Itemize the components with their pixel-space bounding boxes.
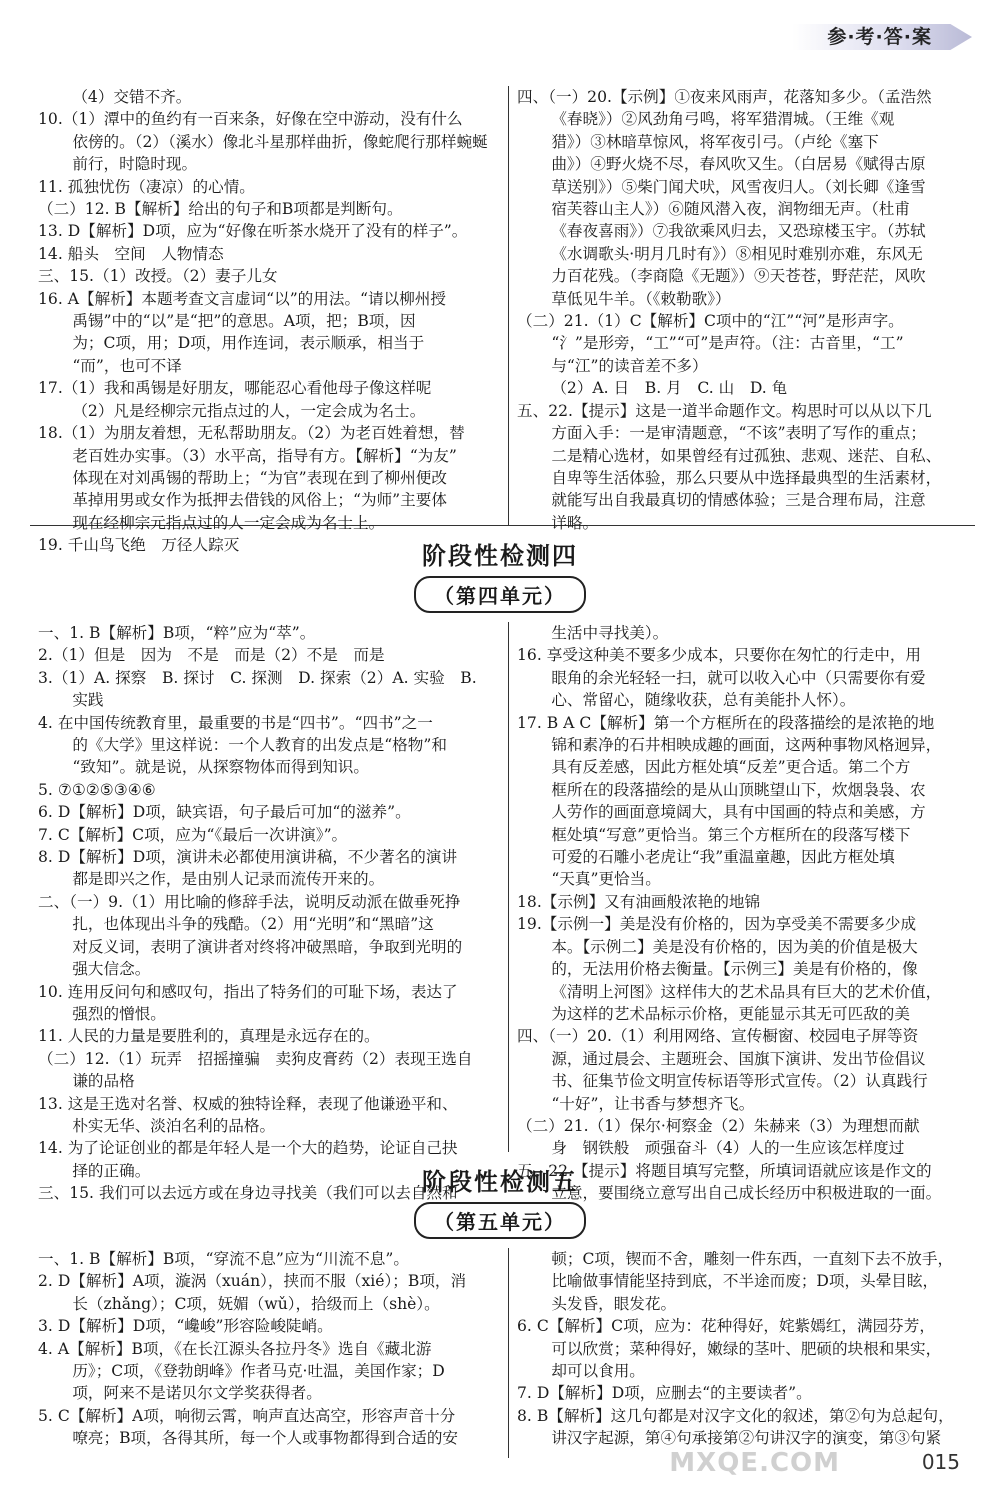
answer-line: 7. D【解析】D项，应删去“的主要读者”。	[517, 1384, 812, 1403]
answer-line: 一、1. B【解析】B项，“穿流不息”应为“川流不息”。	[38, 1250, 409, 1268]
answer-line: 草低见牛羊。（《敕勒歌》）	[551, 289, 731, 308]
answer-line: “十好”，让书香与梦想齐飞。	[551, 1094, 755, 1113]
answer-line: 实践	[72, 691, 104, 710]
answer-line: 17.（1）我和禹锡是好朋友，哪能忍心看他母子像这样呢	[38, 379, 432, 398]
answer-line: 扎，也体现出斗争的残酷。（2）用“光明”和“黑暗”这	[72, 915, 434, 934]
answer-line: 16. 享受这种美不要多少成本，只要你在匆忙的行走中，用	[517, 646, 922, 665]
section5-right-column	[508, 1248, 975, 1458]
answer-line: 17. B A C【解析】第一个方框所在的段落描绘的是浓艳的地	[517, 713, 935, 732]
section4-right-column	[508, 622, 975, 1203]
answer-line: 框所在的段落描绘的是从山顶眺望山下，炊烟袅袅、农	[551, 780, 926, 799]
answer-line: 二、（一）9.（1）用比喻的修辞手法，说明反动派在做垂死挣	[38, 892, 461, 911]
answer-line: （二）12.（1）玩弄 招摇撞骗 卖狗皮膏药（2）表现王选自	[38, 1049, 473, 1068]
answer-line: 3. D【解析】D项，“巉峻”形容险峻陡峭。	[38, 1317, 333, 1336]
answer-line: 的《大学》里这样说：一个人教育的出发点是“格物”和	[72, 736, 447, 755]
answer-line: 11. 孤独忧伤（凄凉）的心情。	[38, 177, 255, 196]
answer-line: 就能写出自我最真切的情感体验；三是合理布局，注意	[551, 491, 926, 510]
answer-line: 与“江”的读音差不多）	[551, 356, 708, 375]
answer-line: 11. 人民的力量是要胜利的，真理是永远存在的。	[38, 1027, 380, 1046]
answer-line: 曲》）④野火烧不尽，春风吹又生。（白居易《赋得古原	[551, 155, 926, 174]
answer-line: 18.（1）为朋友着想，无私帮助朋友。（2）为老百姓着想，替	[38, 424, 465, 443]
answer-line: （2）A. 日 B. 月 C. 山 D. 龟	[551, 379, 788, 398]
answer-line: 《水调歌头·明月几时有》）⑧相见时难别亦难，东风无	[551, 244, 923, 263]
answer-line: 历》；C项，《登勃朗峰》作者马克·吐温，美国作家；D	[72, 1362, 445, 1381]
answer-line: 讲汉字起源，第④句承接第②句讲汉字的演变，第③句紧	[551, 1429, 942, 1448]
answer-line: 13. D【解析】D项，应为“好像在听茶水烧开了没有的样子”。	[38, 222, 468, 241]
answer-line: 10.（1）潭中的鱼约有一百来条，好像在空中游动，没有什么	[38, 110, 463, 129]
answer-line: 可爱的石雕小老虎让“我”重温童趣，因此方框处填	[551, 848, 895, 867]
answer-line: 四、（一）20.【示例】①夜来风雨声，花落知多少。（孟浩然	[517, 88, 932, 106]
answer-line: 4. 在中国传统教育里，最重要的书是“四书”。“四书”之一	[38, 713, 433, 732]
answer-line: 8. B【解析】这几句都是对汉字文化的叙述，第②句为总起句，	[517, 1406, 954, 1425]
page-header	[782, 18, 972, 54]
answer-line: 三、15. 我们可以去远方或在身边寻找美（我们可以去自然和	[38, 1184, 458, 1203]
answer-line: 框处填“写意”更恰当。第三个方框所在的段落写楼下	[551, 825, 911, 844]
answer-line: 革掉用男或女作为抵押去借钱的风俗上；“为师”主要体	[72, 491, 447, 510]
answer-line: 二是精心选材，如果曾经有过孤独、悲观、迷茫、自私、	[551, 446, 942, 465]
answer-line: 眼角的余光轻轻一扫，就可以收入心中（只需要你有爱	[551, 668, 926, 687]
answer-line: 《春晓》）②风劲角弓鸣，将军猎渭城。（王维《观	[551, 110, 895, 129]
answer-line: 《清明上河图》这样伟大的艺术品具有巨大的艺术价值，	[551, 982, 942, 1001]
answer-line: 书、征集节俭文明宣传标语等形式宣传。（2）认真践行	[551, 1072, 928, 1091]
answer-line: 三、15.（1）改授。（2）妻子儿女	[38, 267, 278, 286]
answer-line: 13. 这是王选对名誉、权威的独特诠释，表现了他谦逊平和、	[38, 1094, 458, 1113]
answer-line: 对反义词，表明了演讲者对终将冲破黑暗，争取到光明的	[72, 937, 463, 956]
answer-line: 五、22.【提示】这是一道半命题作文。构思时可以从以下几	[517, 401, 932, 420]
answer-line: 为；C项，用；D项，用作连词，表示顺承，相当于	[72, 334, 425, 353]
answer-line: 体现在对刘禹锡的帮助上；“为官”表现在到了柳州便改	[72, 468, 447, 487]
answer-line: 方面入手：一是审清题意，“不该”表明了写作的重点；	[551, 424, 926, 443]
answer-line: 的，无法用价格去衡量。【示例三】美是有价格的，像	[551, 960, 918, 979]
answer-line: 五、22.【提示】将题目填写完整，所填词语就应该是作文的	[517, 1161, 932, 1180]
answer-line: 16. A【解析】本题考查文言虚词“以”的用法。“请以柳州授	[38, 289, 446, 308]
answer-line: 生活中寻找美）。	[551, 624, 669, 642]
answer-line: 可以欣赏；菜种得好，嫩绿的茎叶、肥硕的块根和果实，	[551, 1339, 942, 1358]
answer-line: 顿；C项，锲而不舍，雕刻一件东西，一直刻下去不放手，	[551, 1250, 954, 1268]
answer-line: 2. D【解析】A项，漩涡（xuán），挟而不服（xié）；B项，消	[38, 1272, 467, 1291]
answer-line: “而”，也可不译	[72, 356, 182, 375]
answer-line: （2）凡是经柳宗元指点过的人，一定会成为名士。	[72, 401, 426, 420]
answer-line: 择的正确。	[72, 1161, 151, 1180]
top-right-column	[508, 86, 975, 532]
answer-line: （4）交错不齐。	[72, 88, 192, 106]
answer-line: 却可以食用。	[551, 1362, 645, 1381]
answer-line: （二）21.（1）C【解析】C项中的“江”“河”是形声字。	[517, 312, 904, 331]
answer-line: 嘹亮；B项，各得其所，每一个人或事物都得到合适的安	[72, 1429, 459, 1448]
section5-answer-block	[30, 1248, 975, 1458]
section-subtitle-4: （第四单元）	[414, 576, 586, 613]
answer-line: 四、（一）20.（1）利用网络、宣传橱窗、校园电子屏等资	[517, 1027, 919, 1046]
answer-line: 14. 船头 空间 人物情态	[38, 244, 224, 263]
answer-line: 19. 千山鸟飞绝 万径人踪灭	[38, 536, 240, 555]
section-title-4: 阶段性检测四	[422, 542, 578, 570]
answer-line: “天真”更恰当。	[551, 870, 661, 889]
answer-line: 18.【示例】又有油画般浓艳的地锦	[517, 892, 761, 911]
answer-line: 6. C【解析】C项，应为：花种得好，姹紫嫣红，满园芬芳，	[517, 1317, 935, 1336]
top-answer-block	[30, 86, 975, 555]
section-subtitle-5-wrap	[0, 1202, 1000, 1239]
answer-line: 5. C【解析】A项，响彻云霄，响声直达高空，形容声音十分	[38, 1406, 456, 1425]
answer-line: 一、1. B【解析】B项，“粹”应为“萃”。	[38, 624, 316, 642]
answer-line: 源，通过晨会、主题班会、国旗下演讲、发出节俭倡议	[551, 1049, 926, 1068]
answer-line: 14. 为了论证创业的都是年轻人是一个大的趋势，论证自己抉	[38, 1139, 458, 1158]
answer-line: 强大信念。	[72, 960, 151, 979]
answer-line: 2.（1）但是 因为 不是 而是（2）不是 而是	[38, 646, 385, 665]
section5-left-column	[30, 1248, 508, 1458]
answer-line: 为这样的艺术品标示价格，更能显示其无可匹敌的美	[551, 1004, 910, 1023]
answer-line: 前行，时隐时现。	[72, 155, 198, 174]
answer-line: 本。【示例二】美是没有价格的，因为美的价值是极大	[551, 937, 918, 956]
answer-line: 详略。	[551, 513, 599, 532]
answer-line: 《春夜喜雨》）⑦我欲乘风归去，又恐琼楼玉宇。（苏轼	[551, 222, 926, 241]
answer-line: 老百姓办实事。（3）水平高，指导有方。【解析】“为友”	[72, 446, 457, 465]
answer-line: 5. ⑦①②⑤③④⑥	[38, 780, 156, 799]
answer-line: 谦的品格	[72, 1072, 135, 1091]
header-title: 参·考·答·案	[827, 26, 932, 48]
answer-line: 19.【示例一】美是没有价格的，因为享受美不需要多少成	[517, 915, 917, 934]
answer-line: 比喻做事情能坚持到底，不半途而废；D项，头晕目眩，	[551, 1272, 939, 1291]
section-subtitle-4-wrap	[0, 576, 1000, 613]
answer-line: 7. C【解析】C项，应为“《最后一次讲演》”。	[38, 825, 348, 844]
answer-line: 草送别》）⑤柴门闻犬吠，风雪夜归人。（刘长卿《逢雪	[551, 177, 926, 196]
answer-line: 心、常留心，随缘收获，总有美能扑人怀）。	[551, 691, 856, 710]
answer-line: 长（zhǎng）；C项，妩媚（wǔ），拾级而上（shè）。	[72, 1294, 440, 1313]
answer-line: 身 钢铁般 顽强奋斗（4）人的一生应该怎样度过	[551, 1139, 905, 1158]
answer-line: （二）12. B【解析】给出的句子和B项都是判断句。	[38, 200, 403, 219]
answer-line: 力百花残。（李商隐《无题》）⑨天苍苍，野茫茫，风吹	[551, 267, 926, 286]
answer-line: “致知”。就是说，从探察物体而得到知识。	[72, 758, 369, 777]
answer-line: 强烈的憎恨。	[72, 1004, 166, 1023]
answer-line: 宿芙蓉山主人》）⑥随风潜入夜，润物细无声。（杜甫	[551, 200, 910, 219]
section-subtitle-5: （第五单元）	[414, 1202, 586, 1239]
answer-line: 人劳作的画面意境阔大，具有中国画的特点和美感，方	[551, 803, 926, 822]
section-title-5: 阶段性检测五	[422, 1168, 578, 1196]
answer-line: 具有反差感，因此方框处填“反差”更合适。第二个方	[551, 758, 911, 777]
top-left-column	[30, 86, 508, 555]
answer-line: （二）21.（1）保尔·柯察金（2）朱赫来（3）为理想而献	[517, 1116, 920, 1135]
answer-line: 猎》）③林暗草惊风，将军夜引弓。（卢纶《塞下	[551, 132, 879, 151]
answer-line: 现在经柳宗元指点过的人一定会成为名士上。	[72, 513, 385, 532]
answer-line: 4. A【解析】B项，《在长江源头各拉丹冬》选自《藏北游	[38, 1339, 432, 1358]
answer-line: 头发昏，眼发花。	[551, 1294, 677, 1313]
answer-line: 立意，要围绕立意写出自己成长经历中积极进取的一面。	[551, 1184, 942, 1203]
answer-line: 禹锡”中的“以”是“把”的意思。A项，把；B项，因	[72, 312, 416, 331]
answer-line: 自卑等生活体验，那么只要从中选择最典型的生活素材，	[551, 468, 942, 487]
answer-line: 3.（1）A. 探察 B. 探讨 C. 探测 D. 探索（2）A. 实验 B.	[38, 668, 477, 687]
answer-line: 都是即兴之作，是由别人记录而流传开来的。	[72, 870, 385, 889]
answer-line: 依傍的。（2）（溪水）像北斗星那样曲折，像蛇爬行那样蜿蜒	[72, 132, 488, 151]
answer-line: 6. D【解析】D项，缺宾语，句子最后可加“的滋养”。	[38, 803, 411, 822]
watermark: MXQE.COM	[669, 1448, 840, 1478]
answer-line: 朴实无华、淡泊名利的品格。	[72, 1116, 276, 1135]
answer-line: 锦和素净的石井相映成趣的画面，这两种事物风格迥异，	[551, 736, 942, 755]
page-number: 015	[921, 1450, 960, 1474]
answer-line: “氵”是形旁，“工”“可”是声符。（注：古音里，“工”	[551, 334, 904, 353]
answer-line: 项，阿来不是诺贝尔文学奖获得者。	[72, 1384, 322, 1403]
answer-line: 10. 连用反问句和感叹句，指出了特务们的可耻下场，表达了	[38, 982, 458, 1001]
answer-line: 8. D【解析】D项，演讲未必都使用演讲稿，不少著名的演讲	[38, 848, 458, 867]
